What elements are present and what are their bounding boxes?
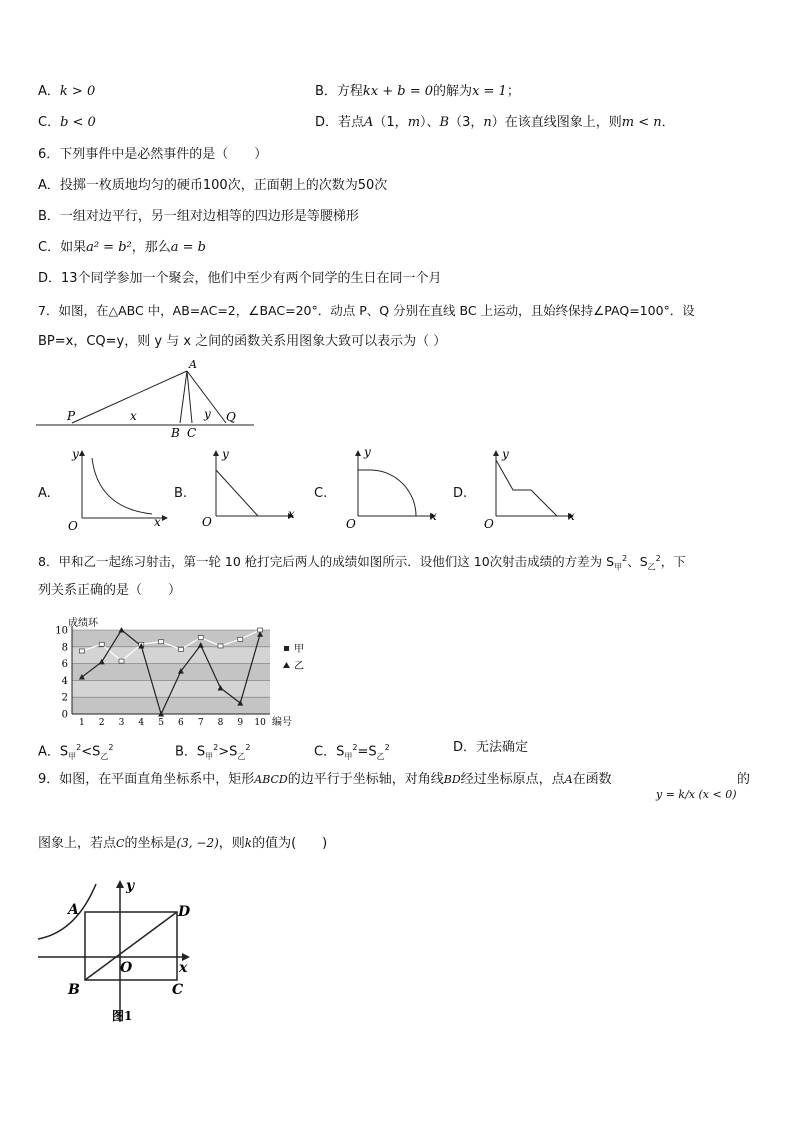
q6-option-b: B．一组对边平行，另一组对边相等的四边形是等腰梯形 [38,209,359,224]
q8-stem-line1: 8．甲和乙一起练习射击，第一轮 10 枪打完后两人的成绩如图所示．设他们这 10次射击成绩的方差为 $S_甲^2$、$S_乙^2$，下 [38,554,686,572]
q7-stem-line1: 7．如图，在△ABC 中，AB=AC=2，∠BAC=20°．动点 P、Q 分别在直线 BC 上运动，且始终保持∠PAQ=100°．设 [38,303,695,318]
q7-stem-line2: BP=x，CQ=y，则 y 与 x 之间的函数关系用图象大致可以表示为（ ） [38,334,447,349]
axis-y: y [364,445,371,459]
q8-option-a: A．$S_甲^2<S_乙^2$ [38,743,114,761]
q8-stem-line2: 列关系正确的是（ ） [38,583,182,598]
y-tick-label: 0 [61,709,68,721]
q6-option-a: A．投掷一枚质地均匀的硬币100次，正面朝上的次数为50次 [38,178,388,193]
y-tick-label: 2 [61,692,68,704]
q5-option-b: B．方程kx + b = 0的解为x = 1； [315,84,520,99]
label-x: x [130,409,137,423]
label-b: B [68,982,80,998]
label-a: A [68,902,79,918]
axis-x: x [568,509,575,523]
x-tick-label: 3 [118,718,125,728]
q7-option-d-label: D. [453,486,468,501]
axis-origin: O [346,517,356,531]
axis-y: y [72,447,79,461]
axis-origin: O [68,519,78,533]
y-tick-label: 8 [61,642,68,654]
y-tick-label: 6 [61,659,68,671]
q7-option-a-graph [62,446,172,532]
label-x: x [179,960,188,976]
label-origin: O [120,960,133,976]
x-tick-label: 10 [254,718,266,728]
x-tick-label: 4 [138,718,145,728]
q7-option-b-label: B. [174,486,188,501]
grid-band [72,664,270,681]
label-y: y [204,407,211,421]
y-axis-label: 成绩环 [68,618,98,629]
q5-option-c: C．b < 0 [38,115,96,130]
q8-option-b: B．$S_甲^2>S_乙^2$ [175,743,251,761]
q5-option-a: A．k > 0 [38,84,96,99]
axis-origin: O [202,515,212,529]
q8-score-chart [34,614,324,726]
q6-stem: 6．下列事件中是必然事件的是（ ） [38,147,268,162]
grid-band [72,697,270,714]
q9-stem-line1: 9．如图，在平面直角坐标系中，矩形ABCD的边平行于坐标轴，对角线BD经过坐标原点，点A在函数 [38,772,612,787]
series-jia-point [99,642,104,646]
x-axis-label: 编号 [272,717,292,728]
axis-x: x [288,507,295,521]
q8-option-c: C．$S_甲^2=S_乙^2$ [314,743,390,761]
label-c: C [172,982,184,998]
legend-jia-marker [284,646,289,651]
q7-option-c-graph [338,446,448,532]
series-jia-point [238,637,243,641]
figure-caption: 图1 [112,1009,133,1023]
q6-option-d: D．13个同学参加一个聚会，他们中至少有两个同学的生日在同一个月 [38,271,442,286]
q7-option-d-graph [476,446,586,532]
x-tick-label: 8 [217,718,224,728]
q7-option-a-label: A. [38,486,51,501]
label-p: P [67,409,76,423]
q7-option-c-label: C. [314,486,328,501]
series-jia-point [178,647,183,651]
axis-y: y [502,447,509,461]
label-a: A [189,358,197,371]
y-tick-label: 10 [55,625,68,637]
q9-rectangle-figure [36,874,206,1032]
x-tick-label: 6 [178,718,184,728]
q6-option-c: C．如果a² = b²，那么a = b [38,240,206,255]
series-jia-point [198,636,203,640]
axis-x: x [430,509,437,523]
x-tick-label: 5 [158,718,164,728]
axis-y: y [222,447,229,461]
q8-option-d: D．无法确定 [453,740,529,755]
q9-stem-tail: 的 [737,772,751,787]
q5-option-d: D．若点A（1，m）、B（3，n）在该直线图象上，则m < n． [315,115,675,130]
x-tick-label: 2 [98,718,105,728]
axis-x: x [154,515,161,529]
legend-yi-label: 乙 [294,661,304,672]
series-jia-point [79,649,84,653]
q9-function: y = k/x (x < 0) [656,788,737,801]
q7-triangle-figure [34,356,256,442]
q7-option-b-graph [196,446,306,532]
legend-jia-label: 甲 [294,644,304,655]
label-c: C [187,426,197,440]
series-jia-point [159,640,164,644]
series-jia-point [119,659,124,663]
label-d: D [178,904,191,920]
series-jia-point [218,644,223,648]
q9-stem-line2: 图象上，若点C的坐标是(3, −2)，则k的值为( ) [38,836,328,851]
label-y: y [126,878,135,894]
axis-origin: O [484,517,494,531]
label-q: Q [226,410,236,424]
x-tick-label: 9 [237,718,244,728]
grid-band [72,680,270,697]
x-tick-label: 7 [197,718,204,728]
label-b: B [171,426,180,440]
y-tick-label: 4 [61,675,68,687]
x-tick-label: 1 [79,718,85,728]
